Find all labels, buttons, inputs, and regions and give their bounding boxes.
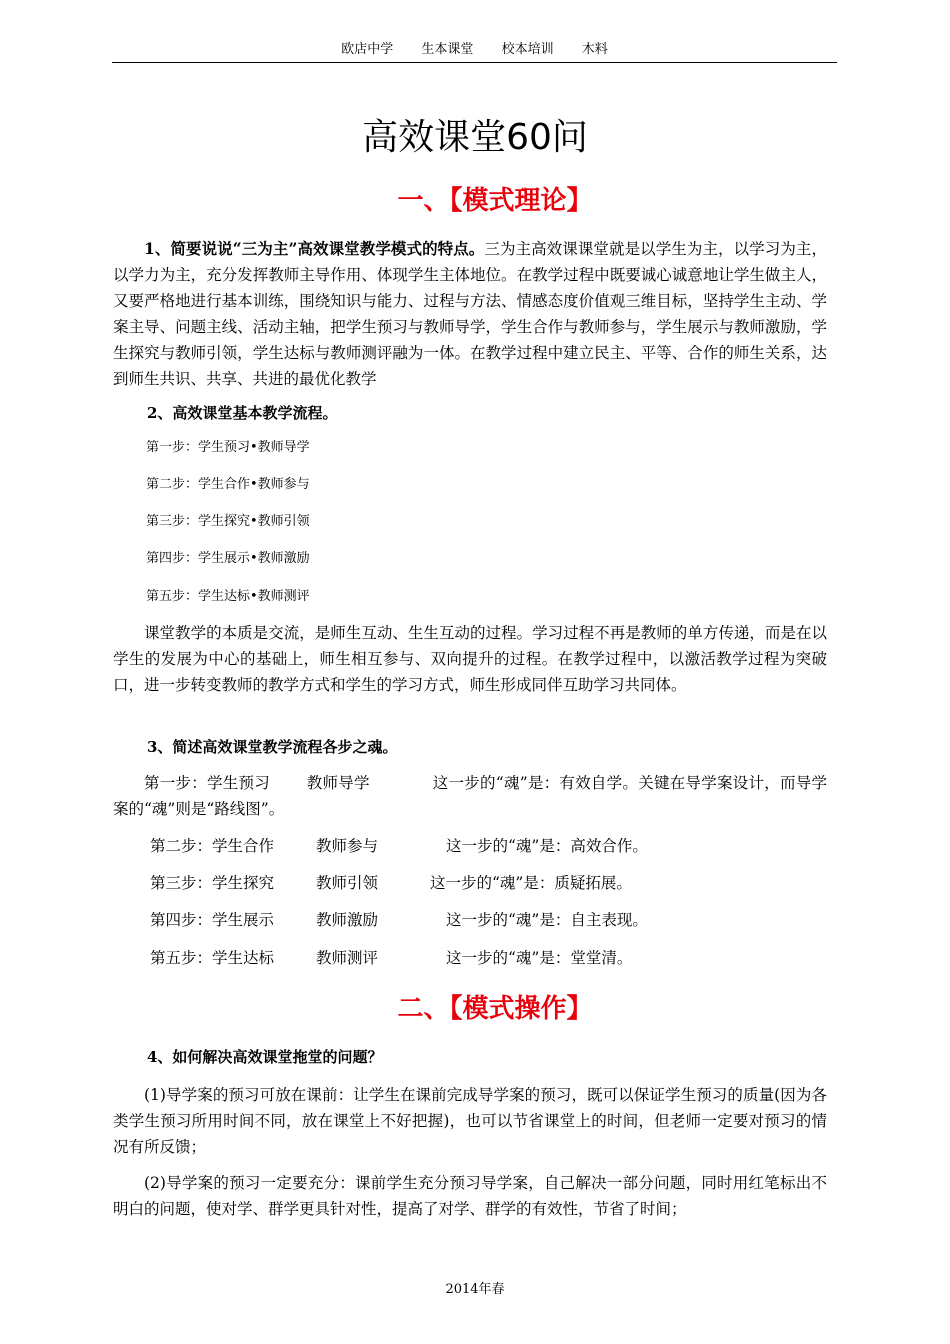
flow-step: 第四步：学生展示•教师激励 <box>146 551 310 566</box>
header-item: 欧店中学 <box>341 42 394 57</box>
q4-item: (1)导学案的预习可放在课前：让学生在课前完成导学案的预习，既可以保证学生预习的质量(因为各类学生预习所用时间不同，放在课堂上不好把握)，也可以节省课堂上的时间，但老师一定要对预习的情况有所反馈； <box>113 1086 827 1156</box>
document-title: 高效课堂60问 <box>362 117 588 158</box>
flow-step: 第五步：学生达标•教师测评 <box>146 589 310 604</box>
header-item: 生本课堂 <box>421 42 474 57</box>
soul-teacher: 教师测评 <box>316 949 379 967</box>
soul-text: 这一步的“魂”是：质疑拓展。 <box>430 874 632 892</box>
soul-step: 第二步：学生合作 <box>150 837 275 855</box>
q1-question: 1、简要说说“三为主”高效课堂教学模式的特点。 <box>144 239 485 258</box>
page-footer: 2014年春 <box>445 1282 505 1297</box>
section-heading-operation: 二、【模式操作】 <box>397 994 593 1024</box>
section-heading-theory: 一、【模式理论】 <box>397 186 593 216</box>
q1-answer: 三为主高效课课堂就是以学生为主，以学习为主，以学力为主，充分发挥教师主导作用、体现学生主体地位。在教学过程中既要诚心诚意地让学生做主人，又要严格地进行基本训练，围绕知识与能力、过程与方法、情感态度价值观三维目标，坚持学生主动、学案主导、问题主线、活动主轴，把学生预习与教师导学，学生合作与教师参与，学生展示与教师激励，学生探究与教师引领，学生达标与教师测评融为一体。在教学过程中建立民主、平等、合作的师生关系，达到师生共识、共享、共进的最优化教学 <box>113 240 827 388</box>
flow-step: 第二步：学生合作•教师参与 <box>146 477 310 492</box>
header-item: 校本培训 <box>501 42 554 57</box>
flow-step: 第一步：学生预习•教师导学 <box>146 440 310 455</box>
q1-paragraph <box>113 236 827 392</box>
q3-first-step: 第一步：学生预习 教师导学 这一步的“魂”是：有效自学。关键在导学案设计，而导学案的“魂”则是“路线图”。 <box>113 774 827 818</box>
flow-step: 第三步：学生探究•教师引领 <box>146 514 310 529</box>
soul-teacher: 教师参与 <box>316 837 379 855</box>
page-header <box>112 40 837 63</box>
q2-paragraph: 课堂教学的本质是交流，是师生互动、生生互动的过程。学习过程不再是教师的单方传递，而是在以学生的发展为中心的基础上，师生相互参与、双向提升的过程。在教学过程中，以激活教学过程为突破口，进一步转变教师的教学方式和学生的学习方式，师生形成同伴互助学习共同体。 <box>113 624 827 694</box>
soul-text: 这一步的“魂”是：高效合作。 <box>446 837 648 855</box>
soul-step: 第五步：学生达标 <box>150 949 275 967</box>
q4-question: 4、如何解决高效课堂拖堂的问题？ <box>147 1048 383 1066</box>
soul-text: 这一步的“魂”是：自主表现。 <box>446 911 648 929</box>
q4-item: (2)导学案的预习一定要充分：课前学生充分预习导学案，自己解决一部分问题，同时用红笔标出不明白的问题，使对学、群学更具针对性，提高了对学、群学的有效性，节省了时间； <box>113 1174 827 1218</box>
q3-question: 3、简述高效课堂教学流程各步之魂。 <box>147 738 398 756</box>
soul-teacher: 教师引领 <box>316 874 379 892</box>
header-item: 木料 <box>581 42 608 57</box>
soul-step: 第三步：学生探究 <box>150 874 275 892</box>
soul-teacher: 教师激励 <box>316 911 379 929</box>
soul-text: 这一步的“魂”是：堂堂清。 <box>446 949 633 967</box>
soul-step: 第四步：学生展示 <box>150 911 275 929</box>
q2-question: 2、高效课堂基本教学流程。 <box>147 404 338 422</box>
